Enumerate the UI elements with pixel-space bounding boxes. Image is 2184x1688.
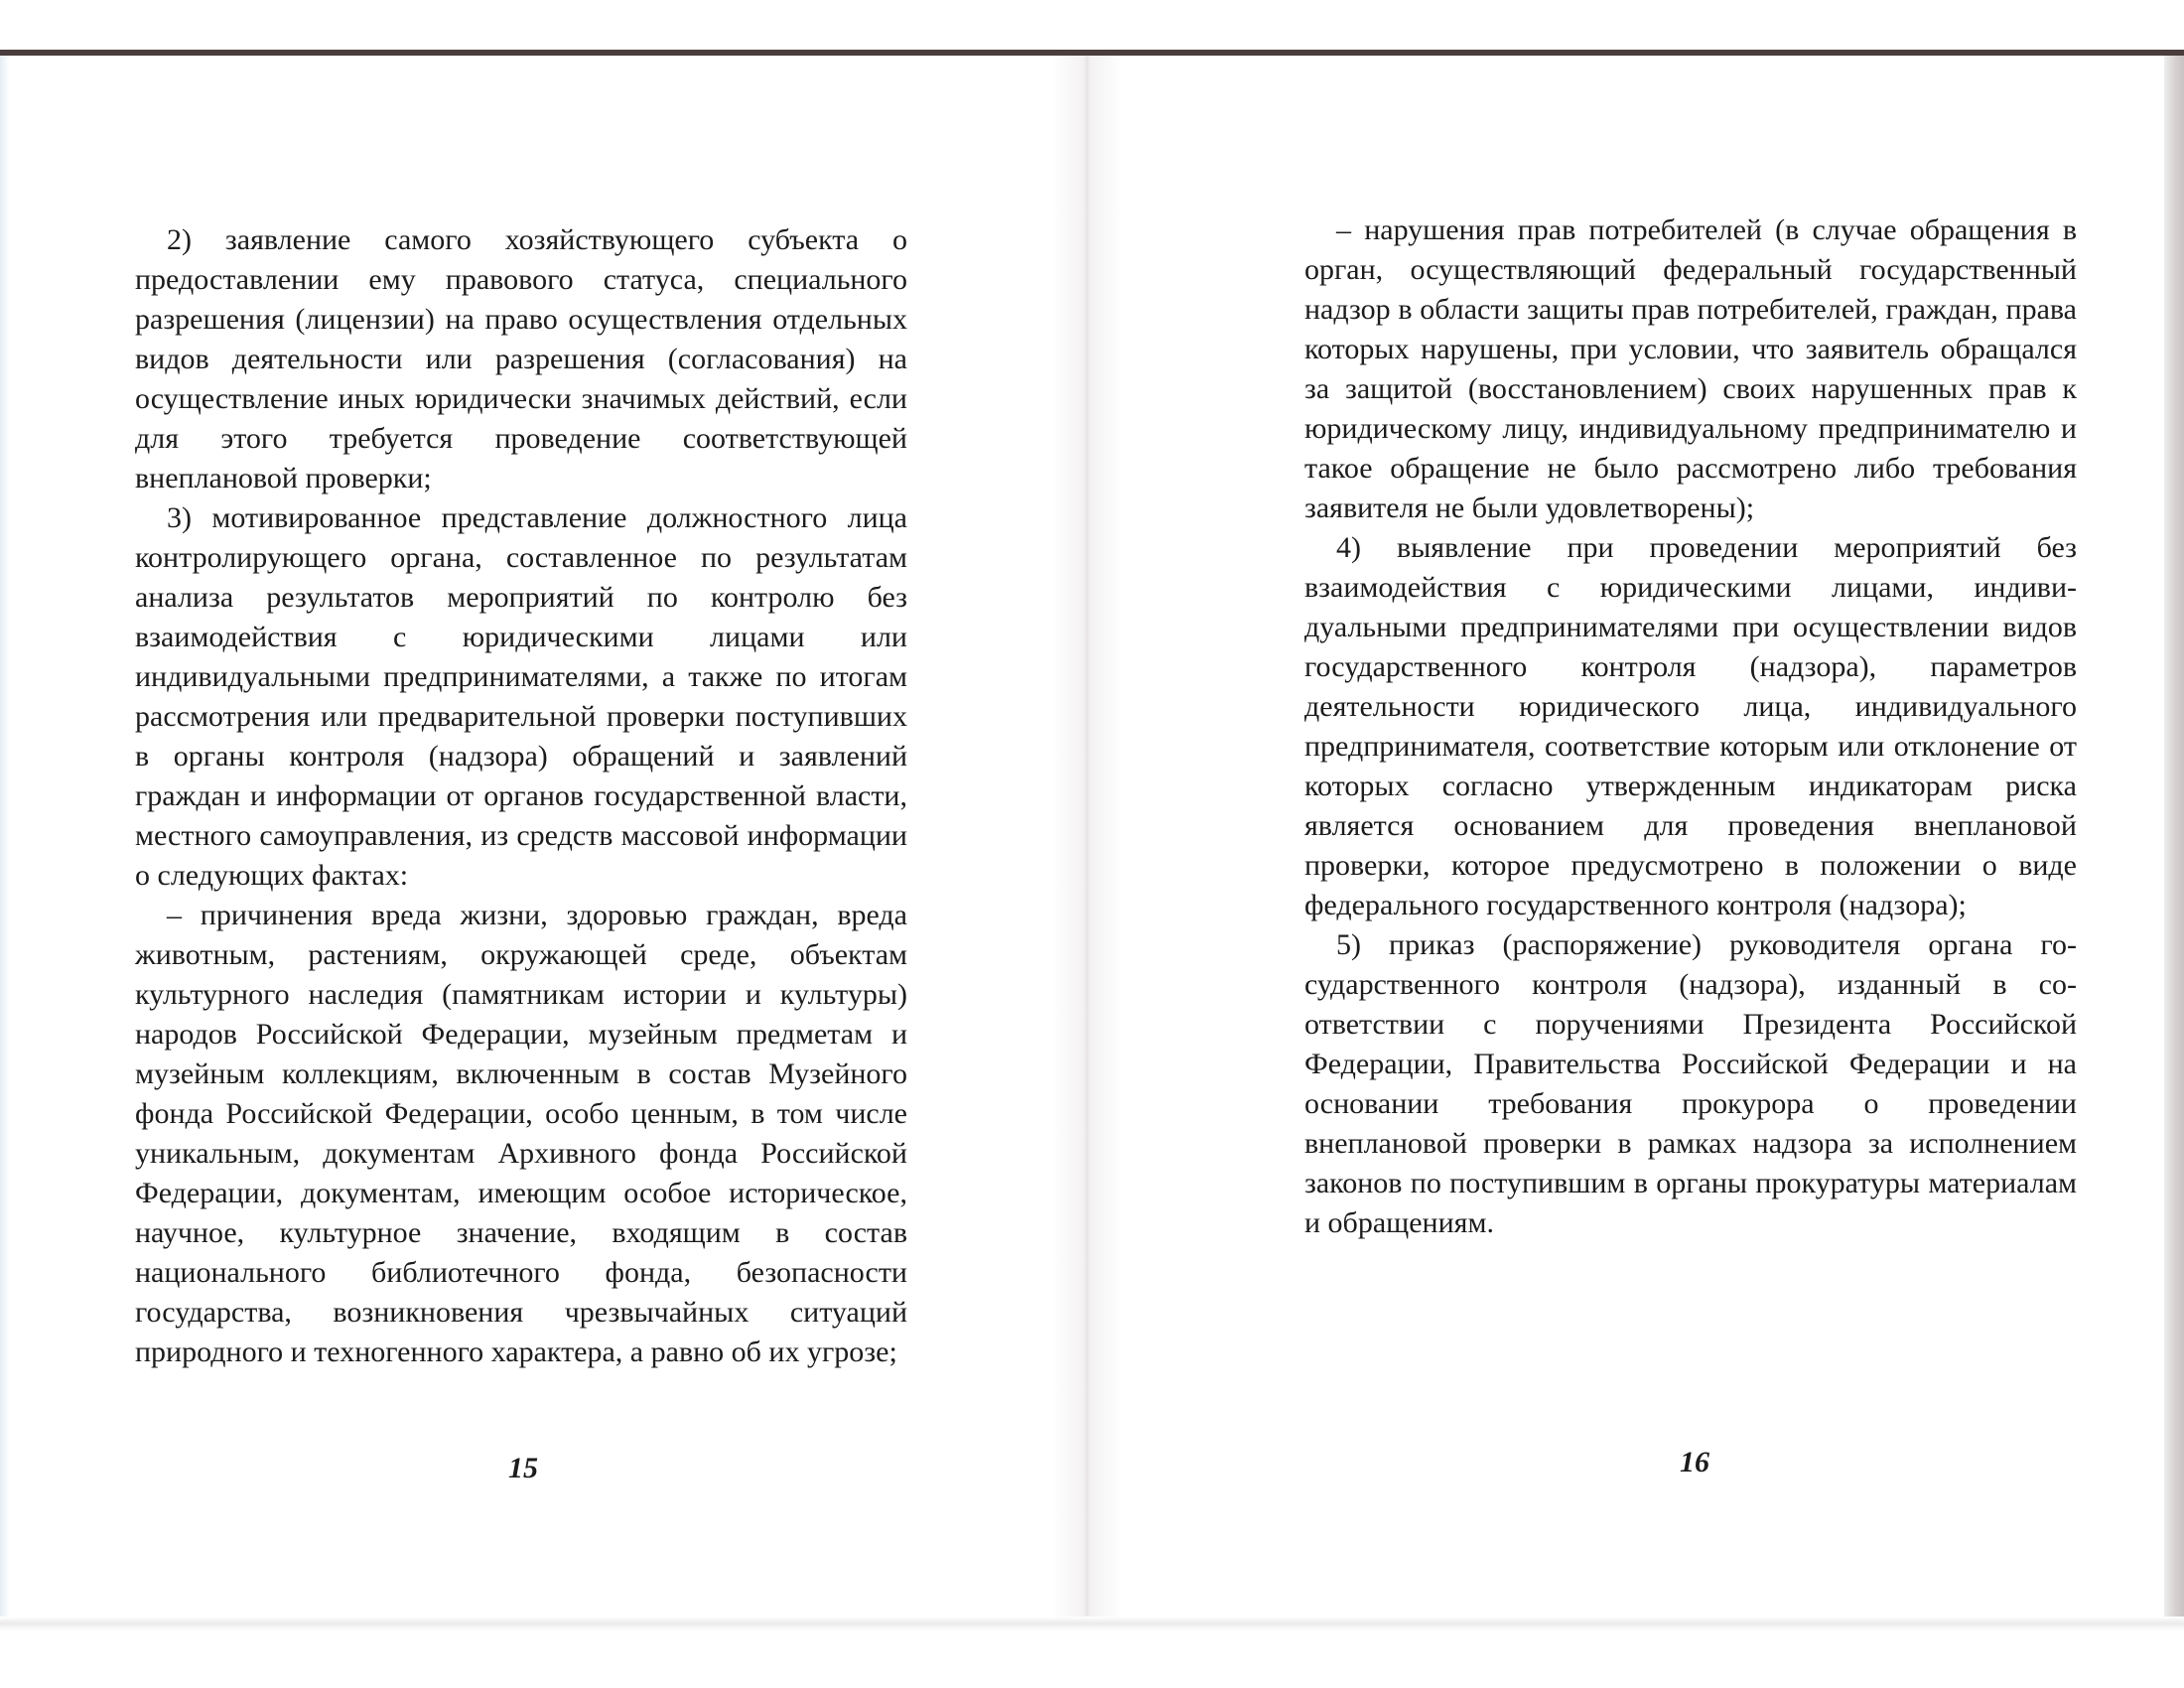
scan-bottom-shadow xyxy=(0,1617,2184,1630)
left-page-number: 15 xyxy=(508,1452,538,1484)
right-paragraph-5: 5) приказ (распоряжение) руководителя органа государственного контроля (надзора), изданный в соответствии с поручениями Президента Российской Федерации, Правительства Российской Федерации и на основании требования прокурора о проведении внеплановой проверки в рамках надзора за исполнением законов по поступившим в органы прокуратуры материалам и обращениям. xyxy=(1304,928,2077,1239)
right-page-number: 16 xyxy=(1680,1446,1709,1478)
left-paragraph-2: 2) заявление самого хозяйствующего субъекта о предоставлении ему правового статуса, специального разрешения (лицензии) на право осуществления отдельных видов деятельности или разрешения (согласования) на осуществление иных юридически значимых действий, если для этого требуется проведение соответствующей внеплановой проверки; xyxy=(135,223,907,494)
left-paragraph-harm: – причинения вреда жизни, здоровью граждан, вреда животным, растениям, окружающей среде, объектам культурного наследия (памятникам истории и культуры) народов Российской Федерации, музейным предметам и музейным коллекциям, включенным в состав Музейного фонда Российской Федерации, особо ценным, в том числе уникальным, документам Архивного фонда Российской Федерации, документам, имеющим особое историческое, научное, культурное значение, входящим в состав национального библиотечного фонда, безопасности государства, возникновения чрезвычайных ситуаций природного и техногенного характера, а равно об их угрозе; xyxy=(135,899,907,1368)
right-page xyxy=(1304,211,2077,1243)
book-right-edge xyxy=(2164,56,2184,1624)
left-page xyxy=(135,220,907,1372)
left-paragraph-3: 3) мотивированное представление должностного лица контролирующего органа, составленное по результатам анализа результатов мероприятий по контролю без взаимодействия с юридическими лицами или индивидуальными предпринимателями, а также по итогам рассмотрения или предварительной проверки поступивших в органы контроля (надзора) обращений и заявлений граждан и информации от органов государственной власти, местного самоуправления, из средств массовой информации о следующих фактах: xyxy=(135,501,907,892)
scan-left-edge xyxy=(0,56,10,1624)
right-paragraph-consumer: – нарушения прав потребителей (в случае обращения в орган, осуществляющий федеральный государственный надзор в области защиты прав потребителей, граждан, права которых нарушены, при условии, что заявитель обращался за защитой (восстановлением) своих нарушенных прав к юридическому лицу, индивидуальному предпринимателю и такое обращение не было рассмотрено либо требования заявителя не были удовлетворены); xyxy=(1304,213,2077,524)
right-paragraph-4: 4) выявление при проведении мероприятий без взаимодействия с юридическими лицами, индивидуальными предпринимателями при осуществлении видов государственного контроля (надзора), параметров деятельности юридического лица, индивидуального предпринимателя, соответствие которым или отклонение от которых согласно утвержденным индикаторам риска является основанием для проведения внеплановой проверки, которое предусмотрено в положении о виде федерального государственного контроля (надзора); xyxy=(1304,531,2077,921)
book-gutter xyxy=(1052,56,1122,1624)
